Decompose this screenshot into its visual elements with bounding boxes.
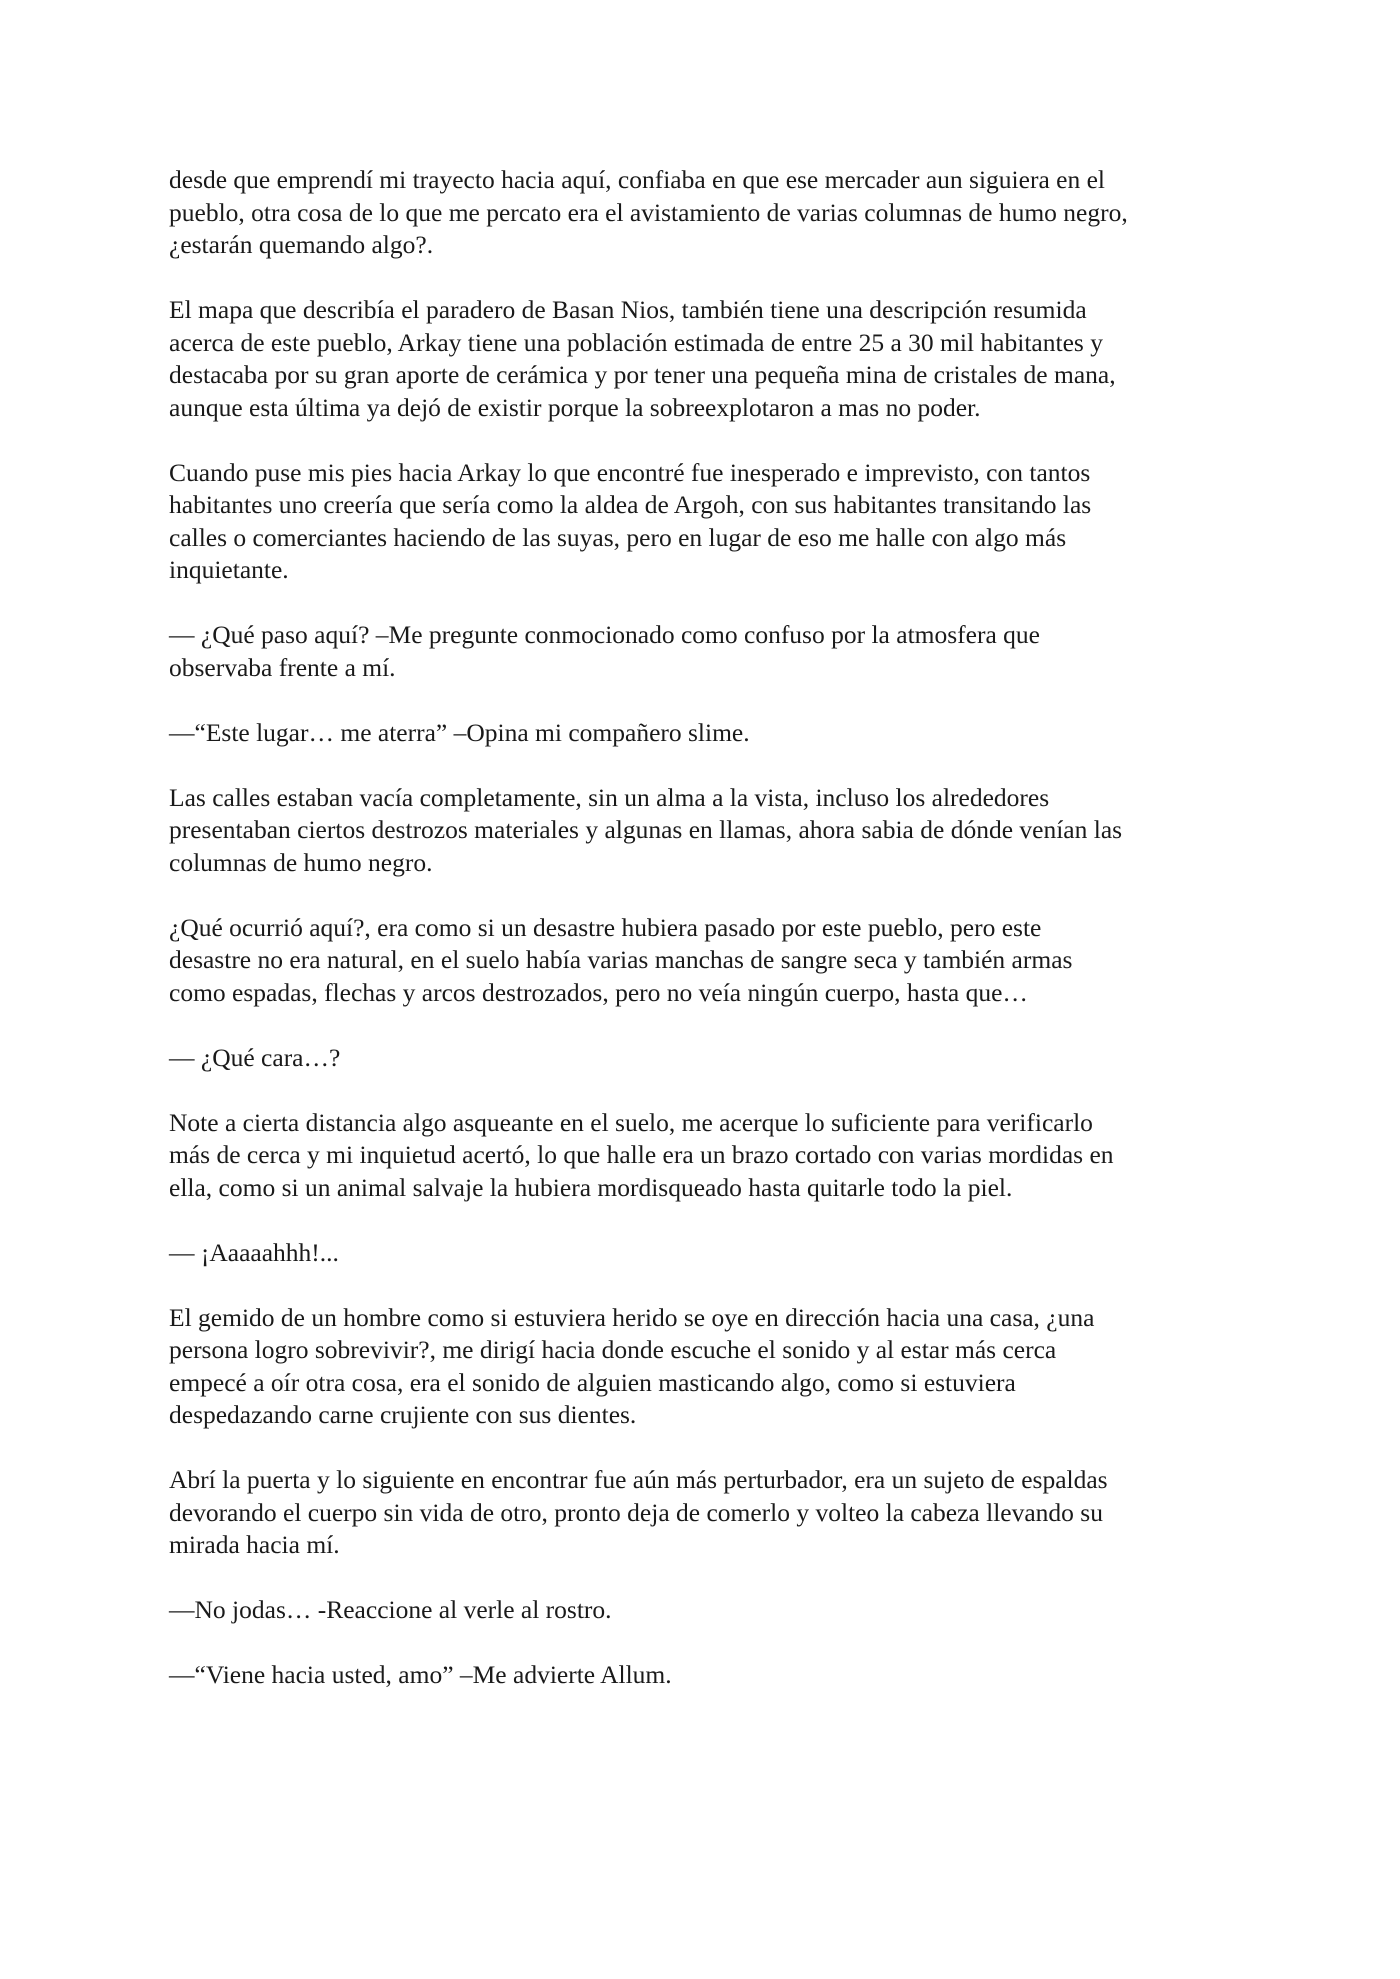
text-line: inquietante. [169, 555, 289, 584]
text-line: Note a cierta distancia algo asqueante en el suelo, me acerque lo suficiente para verificarlo [169, 1107, 1093, 1137]
text-line: despedazando carne crujiente con sus dientes. [169, 1400, 637, 1429]
paragraph-2 [169, 294, 1241, 424]
text-line: Cuando puse mis pies hacia Arkay lo que encontré fue inesperado e imprevisto, con tantos [169, 457, 1091, 487]
text-line: destacaba por su gran aporte de cerámica y por tener una pequeña mina de cristales de mana, [169, 360, 1116, 389]
text-line: pueblo, otra cosa de lo que me percato era el avistamiento de varias columnas de humo negro, [169, 197, 1128, 227]
text-line: —“Viene hacia usted, amo” –Me advierte Allum. [169, 1660, 672, 1689]
text-line: aunque esta última ya dejó de existir porque la sobreexplotaron a mas no poder. [169, 392, 981, 422]
paragraph-4 [169, 782, 1241, 880]
dialogue-1 [169, 619, 1241, 684]
text-line: — ¿Qué paso aquí? –Me pregunte conmocionado como confuso por la atmosfera que [169, 620, 1040, 649]
dialogue-5 [169, 1594, 1241, 1627]
text-line: persona logro sobrevivir?, me dirigí hacia donde escuche el sonido y al estar más cerca [169, 1335, 1057, 1364]
text-line: columnas de humo negro. [169, 847, 433, 877]
paragraph-7 [169, 1302, 1241, 1432]
text-line: desde que emprendí mi trayecto hacia aquí, confiaba en que ese mercader aun siguiera en el [169, 165, 1105, 194]
text-line: observaba frente a mí. [169, 652, 396, 682]
dialogue-4 [169, 1237, 1241, 1270]
text-line: más de cerca y mi inquietud acertó, lo que halle era un brazo cortado con varias mordidas en [169, 1140, 1114, 1169]
text-line: desastre no era natural, en el suelo había varias manchas de sangre seca y también armas [169, 945, 1073, 974]
text-line: — ¿Qué cara…? [169, 1042, 341, 1072]
paragraph-3 [169, 457, 1241, 587]
text-line: mirada hacia mí. [169, 1530, 340, 1559]
dialogue-3 [169, 1042, 1241, 1075]
dialogue-6 [169, 1659, 1241, 1692]
text-line: —“Este lugar… me aterra” –Opina mi compañero slime. [169, 717, 750, 747]
text-line: ella, como si un animal salvaje la hubiera mordisqueado hasta quitarle todo la piel. [169, 1172, 1013, 1202]
text-line: empecé a oír otra cosa, era el sonido de alguien masticando algo, como si estuviera [169, 1367, 1016, 1397]
paragraph-5 [169, 912, 1241, 1010]
text-line: ¿Qué ocurrió aquí?, era como si un desastre hubiera pasado por este pueblo, pero este [169, 912, 1042, 942]
paragraph-1 [169, 164, 1241, 262]
text-line: Las calles estaban vacía completamente, sin un alma a la vista, incluso los alrededores [169, 782, 1050, 812]
text-line: — ¡Aaaaahhh!... [169, 1237, 339, 1267]
text-line: —No jodas… -Reaccione al verle al rostro. [169, 1595, 612, 1624]
body-text [169, 164, 1241, 1724]
text-line: devorando el cuerpo sin vida de otro, pronto deja de comerlo y volteo la cabeza llevando su [169, 1497, 1103, 1527]
text-line: Abrí la puerta y lo siguiente en encontrar fue aún más perturbador, era un sujeto de espaldas [169, 1465, 1108, 1494]
paragraph-6 [169, 1107, 1241, 1205]
text-line: El mapa que describía el paradero de Basan Nios, también tiene una descripción resumida [169, 295, 1087, 324]
text-line: ¿estarán quemando algo?. [169, 230, 434, 259]
paragraph-8 [169, 1464, 1241, 1562]
text-line: presentaban ciertos destrozos materiales y algunas en llamas, ahora sabia de dónde venían las [169, 815, 1123, 844]
text-line: El gemido de un hombre como si estuviera herido se oye en dirección hacia una casa, ¿una [169, 1302, 1095, 1332]
text-line: calles o comerciantes haciendo de las suyas, pero en lugar de eso me halle con algo más [169, 522, 1067, 552]
text-line: acerca de este pueblo, Arkay tiene una población estimada de entre 25 a 30 mil habitantes y [169, 327, 1103, 357]
dialogue-2 [169, 717, 1241, 750]
text-line: como espadas, flechas y arcos destrozados, pero no veía ningún cuerpo, hasta que… [169, 977, 1028, 1007]
text-line: habitantes uno creería que sería como la aldea de Argoh, con sus habitantes transitando las [169, 490, 1092, 519]
